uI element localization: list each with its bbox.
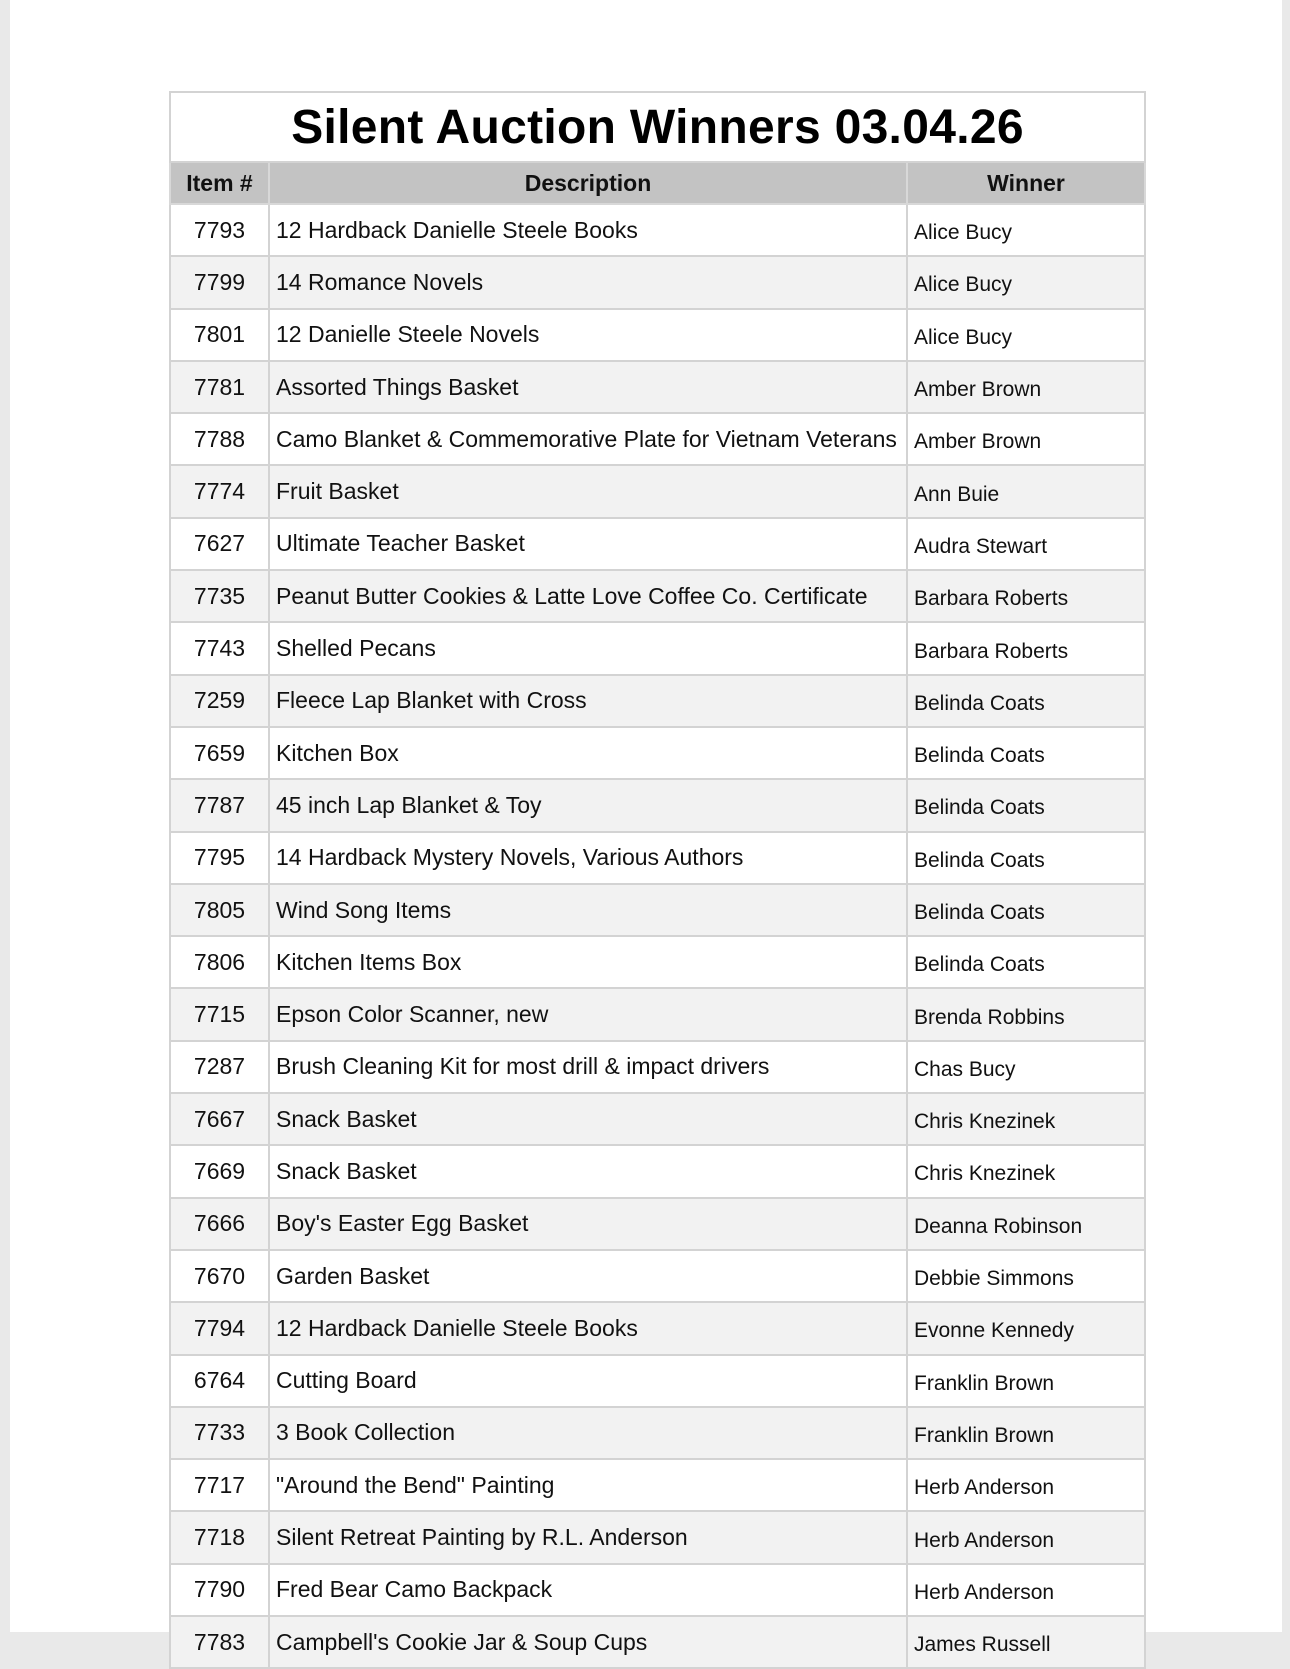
description-cell: Fruit Basket bbox=[269, 465, 907, 517]
table-row bbox=[170, 413, 1145, 465]
winner-cell: Chris Knezinek bbox=[907, 1093, 1145, 1145]
table-row bbox=[170, 1250, 1145, 1302]
table-row bbox=[170, 622, 1145, 674]
winner-cell: Alice Bucy bbox=[907, 309, 1145, 361]
item-number-cell: 7259 bbox=[170, 675, 269, 727]
description-cell: Shelled Pecans bbox=[269, 622, 907, 674]
description-cell: Wind Song Items bbox=[269, 884, 907, 936]
item-number-cell: 7794 bbox=[170, 1302, 269, 1354]
winner-cell: Belinda Coats bbox=[907, 779, 1145, 831]
description-cell: 3 Book Collection bbox=[269, 1407, 907, 1459]
item-number-cell: 7718 bbox=[170, 1511, 269, 1563]
winner-cell: Amber Brown bbox=[907, 413, 1145, 465]
description-cell: Ultimate Teacher Basket bbox=[269, 518, 907, 570]
table-body bbox=[170, 204, 1145, 1668]
description-cell: Cutting Board bbox=[269, 1355, 907, 1407]
description-cell: 12 Hardback Danielle Steele Books bbox=[269, 1302, 907, 1354]
item-number-cell: 7715 bbox=[170, 988, 269, 1040]
table-row bbox=[170, 204, 1145, 256]
winner-cell: Chas Bucy bbox=[907, 1041, 1145, 1093]
table-row bbox=[170, 1093, 1145, 1145]
description-cell: 14 Hardback Mystery Novels, Various Authors bbox=[269, 832, 907, 884]
table-row bbox=[170, 1616, 1145, 1668]
winner-cell: Debbie Simmons bbox=[907, 1250, 1145, 1302]
description-cell: Peanut Butter Cookies & Latte Love Coffee Co. Certificate bbox=[269, 570, 907, 622]
table-row bbox=[170, 936, 1145, 988]
winner-cell: Chris Knezinek bbox=[907, 1145, 1145, 1197]
item-number-cell: 7799 bbox=[170, 256, 269, 308]
table-row bbox=[170, 1355, 1145, 1407]
description-cell: Kitchen Items Box bbox=[269, 936, 907, 988]
table-row bbox=[170, 1564, 1145, 1616]
item-number-cell: 7667 bbox=[170, 1093, 269, 1145]
table-row bbox=[170, 779, 1145, 831]
winner-cell: Alice Bucy bbox=[907, 204, 1145, 256]
table-row bbox=[170, 1198, 1145, 1250]
item-number-cell: 7783 bbox=[170, 1616, 269, 1668]
table-row bbox=[170, 570, 1145, 622]
item-number-cell: 7774 bbox=[170, 465, 269, 517]
column-header-winner: Winner bbox=[907, 162, 1145, 204]
winner-cell: Herb Anderson bbox=[907, 1511, 1145, 1563]
header-row bbox=[170, 162, 1145, 204]
description-cell: Silent Retreat Painting by R.L. Anderson bbox=[269, 1511, 907, 1563]
item-number-cell: 7805 bbox=[170, 884, 269, 936]
table-row bbox=[170, 465, 1145, 517]
table-row bbox=[170, 518, 1145, 570]
table-row bbox=[170, 884, 1145, 936]
item-number-cell: 7735 bbox=[170, 570, 269, 622]
description-cell: Assorted Things Basket bbox=[269, 361, 907, 413]
winner-cell: Brenda Robbins bbox=[907, 988, 1145, 1040]
description-cell: Epson Color Scanner, new bbox=[269, 988, 907, 1040]
winner-cell: James Russell bbox=[907, 1616, 1145, 1668]
column-header-description: Description bbox=[269, 162, 907, 204]
item-number-cell: 7788 bbox=[170, 413, 269, 465]
document-page bbox=[10, 0, 1282, 1657]
item-number-cell: 7670 bbox=[170, 1250, 269, 1302]
description-cell: 14 Romance Novels bbox=[269, 256, 907, 308]
item-number-cell: 7627 bbox=[170, 518, 269, 570]
winner-cell: Belinda Coats bbox=[907, 727, 1145, 779]
table-row bbox=[170, 1511, 1145, 1563]
winner-cell: Franklin Brown bbox=[907, 1407, 1145, 1459]
item-number-cell: 7801 bbox=[170, 309, 269, 361]
winner-cell: Ann Buie bbox=[907, 465, 1145, 517]
item-number-cell: 6764 bbox=[170, 1355, 269, 1407]
table-row bbox=[170, 832, 1145, 884]
table-row bbox=[170, 256, 1145, 308]
winner-cell: Franklin Brown bbox=[907, 1355, 1145, 1407]
table-row bbox=[170, 1145, 1145, 1197]
description-cell: Boy's Easter Egg Basket bbox=[269, 1198, 907, 1250]
description-cell: 12 Danielle Steele Novels bbox=[269, 309, 907, 361]
item-number-cell: 7717 bbox=[170, 1459, 269, 1511]
winner-cell: Evonne Kennedy bbox=[907, 1302, 1145, 1354]
item-number-cell: 7733 bbox=[170, 1407, 269, 1459]
winner-cell: Barbara Roberts bbox=[907, 622, 1145, 674]
item-number-cell: 7781 bbox=[170, 361, 269, 413]
description-cell: "Around the Bend" Painting bbox=[269, 1459, 907, 1511]
description-cell: 12 Hardback Danielle Steele Books bbox=[269, 204, 907, 256]
winner-cell: Belinda Coats bbox=[907, 675, 1145, 727]
description-cell: Fred Bear Camo Backpack bbox=[269, 1564, 907, 1616]
auction-winners-table bbox=[169, 91, 1146, 1669]
description-cell: 45 inch Lap Blanket & Toy bbox=[269, 779, 907, 831]
description-cell: Fleece Lap Blanket with Cross bbox=[269, 675, 907, 727]
winner-cell: Alice Bucy bbox=[907, 256, 1145, 308]
item-number-cell: 7659 bbox=[170, 727, 269, 779]
table-row bbox=[170, 727, 1145, 779]
column-header-item: Item # bbox=[170, 162, 269, 204]
table-row bbox=[170, 1302, 1145, 1354]
page-title: Silent Auction Winners 03.04.26 bbox=[170, 92, 1145, 162]
table-row bbox=[170, 988, 1145, 1040]
winner-cell: Belinda Coats bbox=[907, 884, 1145, 936]
table-row bbox=[170, 1459, 1145, 1511]
description-cell: Snack Basket bbox=[269, 1093, 907, 1145]
description-cell: Camo Blanket & Commemorative Plate for Vietnam Veterans bbox=[269, 413, 907, 465]
item-number-cell: 7793 bbox=[170, 204, 269, 256]
item-number-cell: 7806 bbox=[170, 936, 269, 988]
item-number-cell: 7790 bbox=[170, 1564, 269, 1616]
description-cell: Kitchen Box bbox=[269, 727, 907, 779]
table-row bbox=[170, 361, 1145, 413]
winner-cell: Deanna Robinson bbox=[907, 1198, 1145, 1250]
table-row bbox=[170, 1407, 1145, 1459]
winner-cell: Barbara Roberts bbox=[907, 570, 1145, 622]
title-row bbox=[170, 92, 1145, 162]
table-row bbox=[170, 675, 1145, 727]
winner-cell: Amber Brown bbox=[907, 361, 1145, 413]
item-number-cell: 7287 bbox=[170, 1041, 269, 1093]
table-row bbox=[170, 1041, 1145, 1093]
table-row bbox=[170, 309, 1145, 361]
item-number-cell: 7669 bbox=[170, 1145, 269, 1197]
winner-cell: Belinda Coats bbox=[907, 936, 1145, 988]
item-number-cell: 7787 bbox=[170, 779, 269, 831]
description-cell: Campbell's Cookie Jar & Soup Cups bbox=[269, 1616, 907, 1668]
description-cell: Brush Cleaning Kit for most drill & impact drivers bbox=[269, 1041, 907, 1093]
winner-cell: Belinda Coats bbox=[907, 832, 1145, 884]
item-number-cell: 7795 bbox=[170, 832, 269, 884]
description-cell: Snack Basket bbox=[269, 1145, 907, 1197]
winner-cell: Audra Stewart bbox=[907, 518, 1145, 570]
item-number-cell: 7666 bbox=[170, 1198, 269, 1250]
item-number-cell: 7743 bbox=[170, 622, 269, 674]
winner-cell: Herb Anderson bbox=[907, 1564, 1145, 1616]
winner-cell: Herb Anderson bbox=[907, 1459, 1145, 1511]
description-cell: Garden Basket bbox=[269, 1250, 907, 1302]
